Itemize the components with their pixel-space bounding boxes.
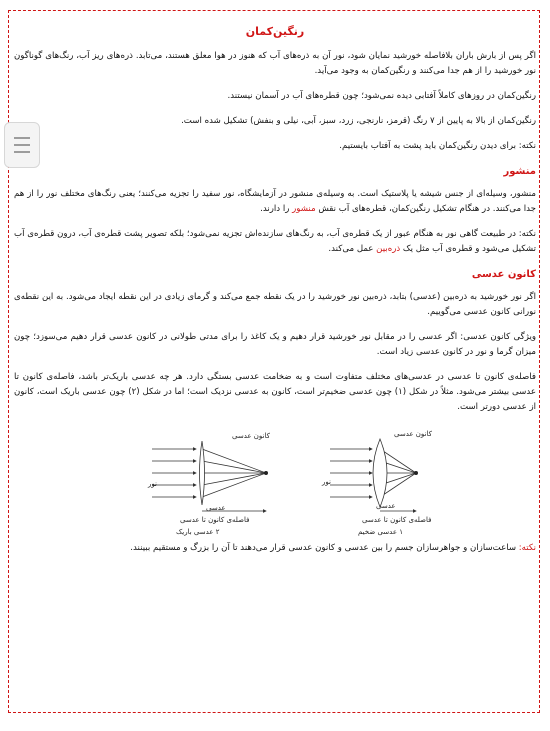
fig2-lens-label: عدسی <box>206 504 226 512</box>
page-title: رنگین‌کمان <box>245 25 305 38</box>
prism-note-end: عمل می‌کند. <box>328 244 374 254</box>
rainbow-paragraph-1: اگر پس از بارش باران بلافاصله خورشید نمایان شود، نور آن به ذره‌های آب که هنوز در هوا معلق هستند، می‌تابد. ذره‌های ریز آب، رنگ‌های گوناگون نور خورشید را از هم جدا می‌کنند و رنگین‌کمان به وجود می‌آید. <box>14 51 536 76</box>
prism-note <box>14 227 536 257</box>
prism-note-text: نکته: در طبیعت گاهی نور به هنگام عبور از یک قطره‌ی آب، به رنگ‌های سازنده‌اش تجزیه نمی‌شود؛ بلکه تصویر پشت قطره‌ی آب، درون قطره‌ی آب تشکیل می‌شود و قطره‌ی آب مثل یک <box>14 229 536 254</box>
fig2-caption-text: عدسی باریک <box>176 528 214 536</box>
final-note-text: ساعت‌سازان و جواهرسازان جسم را بین عدسی و کانون عدسی قرار می‌دهند تا آن را بزرگ و مستقیم ببینند. <box>130 543 517 553</box>
fig2-caption <box>176 525 219 540</box>
fig2-light-label: نور <box>148 480 157 488</box>
fig1-lens-label: عدسی <box>376 502 396 510</box>
fig1-light-label: نور <box>322 478 331 486</box>
figure-thin-lens <box>144 425 294 536</box>
lens-focus-heading: کانون عدسی <box>471 269 536 280</box>
prism-text: منشور، وسیله‌ای از جنس شیشه یا پلاستیک است. به وسیله‌ی منشور در آزمایشگاه، نور سفید را تجزیه می‌کنند؛ یعنی رنگ‌های مختلف نور را از هم جدا می‌کنند. در هنگام تشکیل رنگین‌کمان، قطره‌های آب نقش <box>14 189 536 214</box>
article-content <box>14 24 536 566</box>
rainbow-paragraph-2: رنگین‌کمان در روزهای کاملاً آفتابی دیده نمی‌شود؛ چون قطره‌های آب در آسمان نیستند. <box>227 91 536 101</box>
magnifier-highlight: ذره‌بین <box>376 244 401 254</box>
final-note-label: نکته: <box>518 543 536 553</box>
figure-thick-lens <box>320 425 470 536</box>
fig1-caption-number: ۱ <box>399 528 404 536</box>
fig2-focus-label: کانون عدسی <box>232 432 270 440</box>
rainbow-note: نکته: برای دیدن رنگین‌کمان باید پشت به آفتاب بایستیم. <box>339 141 536 151</box>
fig2-distance-label: فاصله‌ی کانون تا عدسی <box>180 516 250 524</box>
prism-highlight: منشور <box>292 204 316 214</box>
fig1-caption <box>358 525 403 540</box>
lens-paragraph-2: ویژگی کانون عدسی: اگر عدسی را در مقابل نور خورشید قرار دهیم و یک کاغذ را برای مدتی طولانی در کانون عدسی قرار دهیم می‌سوزد؛ چون میزان گرما و نور در کانون عدسی زیاد است. <box>14 332 536 357</box>
fig1-distance-label: فاصله‌ی کانون تا عدسی <box>362 516 432 524</box>
prism-text-end: را دارند. <box>260 204 290 214</box>
fig1-focus-label: کانون عدسی <box>394 430 432 438</box>
fig2-caption-number: ۲ <box>215 528 220 536</box>
final-note <box>14 541 536 556</box>
fig1-caption-text: عدسی ضخیم <box>358 528 398 536</box>
prism-heading: منشور <box>503 166 536 177</box>
rainbow-paragraph-3: رنگین‌کمان از بالا به پایین از ۷ رنگ (قرمز، نارنجی، زرد، سبز، آبی، نیلی و بنفش) تشکیل شده است. <box>181 116 536 126</box>
lens-paragraph-1: اگر نور خورشید به ذره‌بین (عدسی) بتابد، ذره‌بین نور خورشید را در یک نقطه جمع می‌کند و گرمای زیادی در این نقطه ایجاد می‌شود. به این نقطه‌ی نورانی کانون عدسی می‌گوییم. <box>14 292 536 317</box>
lens-paragraph-3: فاصله‌ی کانون تا عدسی در عدسی‌های مختلف متفاوت است و به ضخامت عدسی بستگی دارد. هر چه عدسی باریک‌تر باشد، فاصله‌ی کانون تا عدسی بیشتر می‌شود. مثلاً در شکل (۱) چون عدسی ضخیم‌تر است، کانون به عدسی نزدیک است؛ اما در شکل (۲) چون عدسی باریک است، کانون از عدسی دورتر است. <box>14 372 536 412</box>
lens-figures <box>14 425 536 535</box>
prism-paragraph-1 <box>14 187 536 217</box>
